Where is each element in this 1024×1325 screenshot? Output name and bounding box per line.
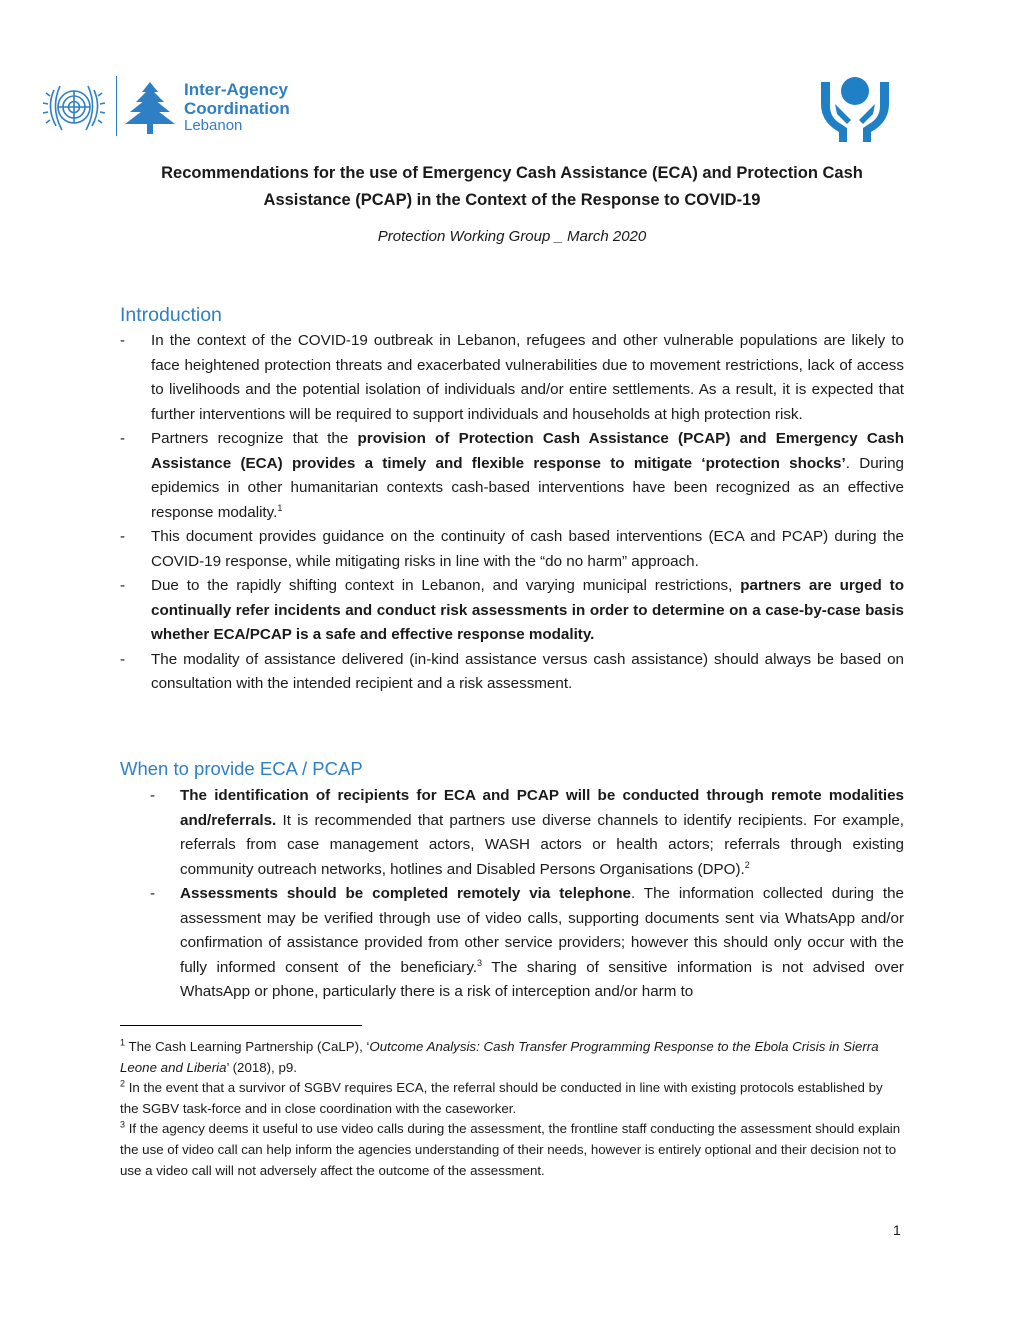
footnote-separator: [120, 1025, 362, 1026]
when-to-provide-list: [150, 784, 904, 1005]
footnote-number: 3: [120, 1119, 126, 1130]
logo-divider: [116, 76, 117, 136]
list-item: [120, 648, 904, 697]
list-item-text: . During epidemics in other humanitarian contexts cash-based interventions have been recognized as an effective response modality.: [151, 454, 904, 521]
footnote-text: If the agency deems it useful to use video calls during the assessment, the frontline staff conducting the assessment should explain the use of video call can help inform the agencies understanding of their needs, however is entirely optional and their decision not to use a video call will not adversely affect the outcome of the assessment.: [120, 1121, 901, 1178]
hands-person-icon: [817, 74, 893, 144]
list-item-bold-text: provision of Protection Cash Assistance (PCAP) and Emergency Cash Assistance (ECA) provides a timely and flexible response to mitigate ‘protection shocks’: [151, 430, 904, 472]
footnotes: [120, 1037, 904, 1181]
list-item-text: The modality of assistance delivered (in-kind assistance versus cash assistance) should always be based on consultation with the intended recipient and a risk assessment.: [151, 650, 904, 692]
list-item: [120, 427, 904, 525]
footnote: [120, 1078, 904, 1119]
footnote-ref[interactable]: 3: [477, 957, 483, 968]
list-item-bold-text: partners are urged to continually refer incidents and conduct risk assessments in order to determine on a case-by-case basis whether ECA/PCAP is a safe and effective response modality.: [151, 577, 904, 643]
list-item-text: Due to the rapidly shifting context in Lebanon, and varying municipal restrictions,: [151, 577, 741, 594]
footnote-text: ’ (2018), p9.: [226, 1059, 297, 1075]
footnote-text: In the event that a survivor of SGBV requires ECA, the referral should be conducted in line with existing protocols established by the SGBV task-force and in close coordination with the caseworker.: [120, 1080, 883, 1116]
org-name-line3: Lebanon: [184, 117, 243, 134]
footnote: [120, 1119, 904, 1181]
bullet-dash: -: [120, 577, 126, 594]
list-item-bold-text: Assessments should be completed remotely via telephone: [180, 885, 631, 902]
introduction-heading: Introduction: [120, 304, 222, 326]
list-item: [150, 882, 904, 1005]
org-name: [184, 80, 290, 134]
list-item-text: In the context of the COVID-19 outbreak in Lebanon, refugees and other vulnerable populations are likely to face heightened protection threats and exacerbated vulnerabilities due to movement restrictions, lack of access to livelihoods and the potential isolation of individuals and/or entire settlements. As a result, it is expected that further interventions will be required to support individuals and households at high protection risk.: [151, 332, 904, 423]
list-item: [150, 784, 904, 882]
title-line-1: Recommendations for the use of Emergency Cash Assistance (ECA) and Protection Cash: [161, 164, 863, 182]
footnote-ref[interactable]: 1: [277, 502, 283, 513]
org-name-line2: Coordination: [184, 99, 290, 118]
footnote: [120, 1037, 904, 1078]
footnote-number: 1: [120, 1037, 126, 1048]
bullet-dash: -: [150, 787, 156, 804]
footnote-number: 2: [120, 1078, 126, 1089]
when-to-provide-heading: When to provide ECA / PCAP: [120, 758, 363, 779]
bullet-dash: -: [120, 332, 126, 349]
bullet-dash: -: [120, 650, 126, 668]
footnote-italic-text: Outcome Analysis: Cash Transfer Programming Response to the Ebola Crisis in Sierra Leone and Liberia: [120, 1039, 879, 1075]
page-number: 1: [893, 1222, 901, 1238]
title-line-2: Assistance (PCAP) in the Context of the Response to COVID-19: [263, 191, 761, 209]
list-item-text: It is recommended that partners use diverse channels to identify recipients. For example, referrals from case management actors, WASH actors or health actors; referrals through existing community outreach networks, hotlines and Disabled Persons Organisations (DPO).: [180, 811, 904, 878]
footnote-ref[interactable]: 2: [744, 859, 750, 870]
list-item-bold-text: The identification of recipients for ECA and PCAP will be conducted through remote modalities and/referrals.: [180, 787, 904, 829]
un-emblem-icon: [40, 78, 108, 136]
bullet-dash: -: [120, 528, 126, 545]
org-name-line1: Inter-Agency: [184, 80, 288, 99]
footnote-text: The Cash Learning Partnership (CaLP), ‘: [125, 1039, 370, 1054]
list-item-text: . The information collected during the assessment may be verified through use of video calls, supporting documents sent via WhatsApp and/or confirmation of assistance provided from other service providers; however this should only occur with the fully informed consent of the beneficiary.: [180, 885, 904, 976]
document-title: [120, 160, 904, 214]
list-item-text: The sharing of sensitive information is not advised over WhatsApp or phone, particularly there is a risk of interception and/or harm to: [180, 958, 904, 1000]
bullet-dash: -: [120, 430, 126, 447]
list-item-text: Partners recognize that the: [151, 430, 358, 447]
list-item-text: This document provides guidance on the continuity of cash based interventions (ECA and PCAP) during the COVID-19 response, while mitigating risks in line with the “do no harm” approach.: [151, 528, 904, 570]
list-item: [120, 525, 904, 574]
list-item: [120, 329, 904, 427]
introduction-list: [120, 329, 904, 697]
bullet-dash: -: [150, 885, 156, 902]
list-item: [120, 574, 904, 648]
document-subtitle: Protection Working Group _ March 2020: [377, 228, 647, 245]
cedar-tree-icon: [122, 80, 178, 136]
